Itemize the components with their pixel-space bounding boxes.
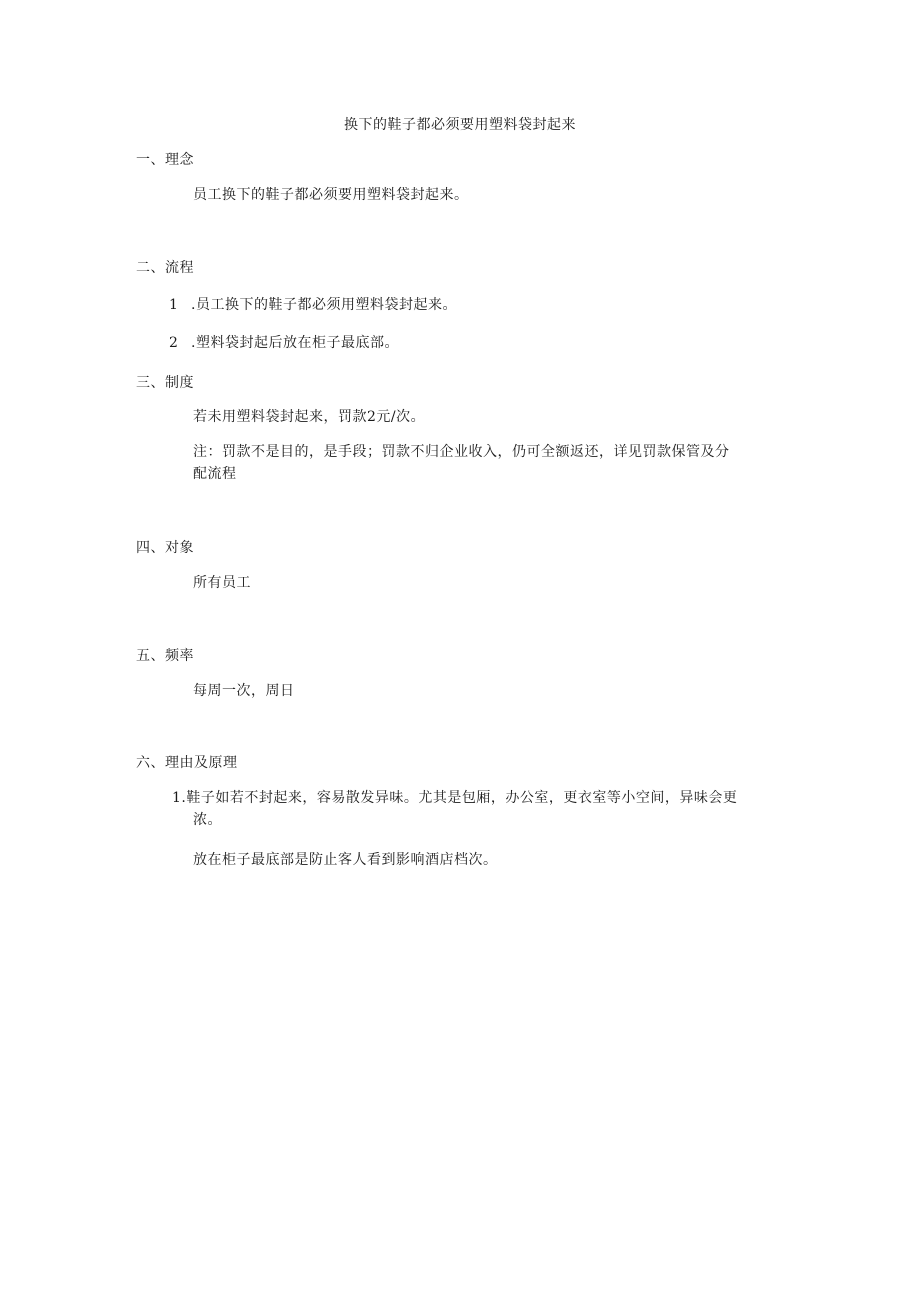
rules-note-line: 配流程 bbox=[193, 466, 237, 482]
section-heading-target: 四、对象 bbox=[136, 540, 194, 556]
process-item-number: 1 bbox=[169, 297, 179, 313]
rules-text: 若未用塑料袋封起来，罚款2元/次。 bbox=[193, 409, 426, 425]
reason-item-line: 浓。 bbox=[193, 812, 222, 828]
concept-text: 员工换下的鞋子都必须要用塑料袋封起来。 bbox=[193, 187, 469, 203]
process-item-number: 2 bbox=[169, 335, 179, 351]
reason-item-line: 1.鞋子如若不封起来，容易散发异味。尤其是包厢，办公室，更衣室等小空间，异味会更 bbox=[172, 790, 738, 806]
process-item-1 bbox=[169, 294, 457, 314]
process-item-text: .塑料袋封起后放在柜子最底部。 bbox=[191, 335, 399, 351]
target-text: 所有员工 bbox=[193, 575, 251, 591]
section-heading-frequency: 五、频率 bbox=[136, 648, 194, 664]
rules-note bbox=[193, 441, 773, 485]
section-heading-concept: 一、理念 bbox=[136, 152, 194, 168]
section-heading-process: 二、流程 bbox=[136, 260, 194, 276]
rules-note-line: 注：罚款不是目的，是手段；罚款不归企业收入，仍可全额返还，详见罚款保管及分 bbox=[193, 444, 730, 460]
frequency-text: 每周一次，周日 bbox=[193, 683, 295, 699]
reason-item-1 bbox=[172, 787, 772, 831]
reason-text-2: 放在柜子最底部是防止客人看到影响酒店档次。 bbox=[193, 852, 498, 868]
section-heading-rules: 三、制度 bbox=[136, 375, 194, 391]
document-title: 换下的鞋子都必须要用塑料袋封起来 bbox=[344, 117, 576, 133]
section-heading-reason: 六、理由及原理 bbox=[136, 755, 238, 771]
process-item-text: .员工换下的鞋子都必须用塑料袋封起来。 bbox=[191, 297, 457, 313]
process-item-2 bbox=[169, 332, 399, 352]
